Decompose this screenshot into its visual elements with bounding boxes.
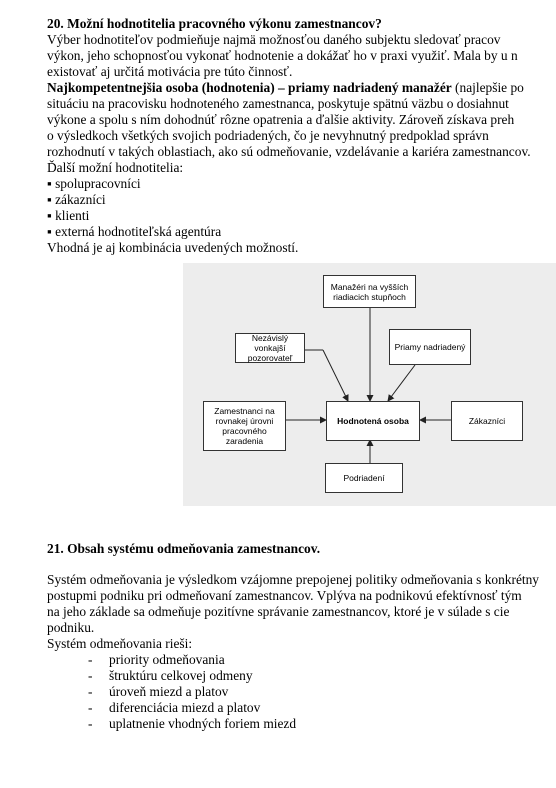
paragraph-line: rozhodnutí v takých oblastiach, ako sú odmeňovanie, vzdelávanie a kariéra zamestnancov.: [47, 144, 531, 159]
box-subordinates: Podriadení: [325, 463, 403, 493]
paragraph-line: Systém odmeňovania je výsledkom vzájomne prepojenej politiky odmeňovania s konkrétny: [47, 572, 540, 587]
list-item: ▪ spolupracovníci: [47, 176, 141, 191]
arrow-left-upper: [323, 350, 348, 401]
paragraph-line: postupmi podniku pri odmeňovaní zamestnancov. Vplýva na podnikovú efektívnosť tým: [47, 588, 522, 603]
box-top-managers: Manažéri na vyšších riadiacich stupňoch: [323, 275, 416, 308]
paragraph-line: [47, 80, 524, 96]
list-item: ▪ zákazníci: [47, 192, 106, 207]
list-label: Ďalší možní hodnotitelia:: [47, 160, 184, 175]
list-label: Systém odmeňovania rieši:: [47, 636, 193, 651]
paragraph-line: Vhodná je aj kombinácia uvedených možností.: [47, 240, 299, 255]
list-item-text: štruktúru celkovej odmeny: [109, 668, 253, 683]
dash-bullet: -: [88, 700, 93, 715]
dash-bullet: -: [88, 668, 93, 683]
box-customers: Zákazníci: [451, 401, 523, 441]
section-21-heading: 21. Obsah systému odmeňovania zamestnancov.: [47, 541, 321, 556]
list-item: [88, 716, 297, 732]
paragraph-line: výkone a spolu s ním dohodnúť rôzne opatrenia a ďalšie aktivity. Zároveň získava preh: [47, 112, 515, 127]
text-span: (najlepšie po: [451, 80, 524, 95]
list-item-text: uplatnenie vhodných foriem miezd: [109, 716, 297, 731]
dash-bullet: -: [88, 652, 93, 667]
box-peers: Zamestnanci na rovnakej úrovni pracovného zaradenia: [203, 401, 286, 451]
paragraph-line: existovať aj určitá motivácia pre túto činnosť.: [47, 64, 293, 79]
paragraph-line: Výber hodnotiteľov podmieňuje najmä možnosťou daného subjektu sledovať pracov: [47, 32, 501, 47]
list-item: [88, 652, 225, 668]
paragraph-line: podniku.: [47, 620, 95, 635]
list-item: [88, 684, 229, 700]
paragraph-line: o výsledkoch všetkých svojich podriadených, čo je nevyhnutný predpoklad správn: [47, 128, 489, 143]
list-item: ▪ externá hodnotiteľská agentúra: [47, 224, 222, 239]
list-item-text: úroveň miezd a platov: [109, 684, 229, 699]
box-external-observer: Nezávislý vonkajší pozorovateľ: [235, 333, 305, 363]
list-item: [88, 668, 253, 684]
box-evaluated-person: Hodnotená osoba: [326, 401, 420, 441]
arrow-right-upper: [388, 365, 415, 401]
list-item: ▪ klienti: [47, 208, 90, 223]
list-item-text: diferenciácia miezd a platov: [109, 700, 261, 715]
list-item: [88, 700, 261, 716]
evaluators-diagram: [183, 263, 556, 506]
paragraph-line: situáciu na pracovisku hodnoteného zamestnanca, poskytuje spätnú väzbu o dosiahnut: [47, 96, 509, 111]
paragraph-line: na jeho základe sa odmeňuje pozitívne správanie zamestnancov, ktoré je v súlade s cie: [47, 604, 510, 619]
paragraph-line: výkon, jeho schopnosťou vykonať hodnotenie a dokážať ho v praxi využiť. Mala by u n: [47, 48, 518, 63]
bold-phrase: Najkompetentnejšia osoba (hodnotenia) – priamy nadriadený manažér: [47, 80, 452, 95]
list-item-text: priority odmeňovania: [109, 652, 225, 667]
dash-bullet: -: [88, 684, 93, 699]
box-direct-supervisor: Priamy nadriadený: [389, 329, 471, 365]
dash-bullet: -: [88, 716, 93, 731]
section-20-heading: 20. Možní hodnotitelia pracovného výkonu zamestnancov?: [47, 16, 382, 31]
